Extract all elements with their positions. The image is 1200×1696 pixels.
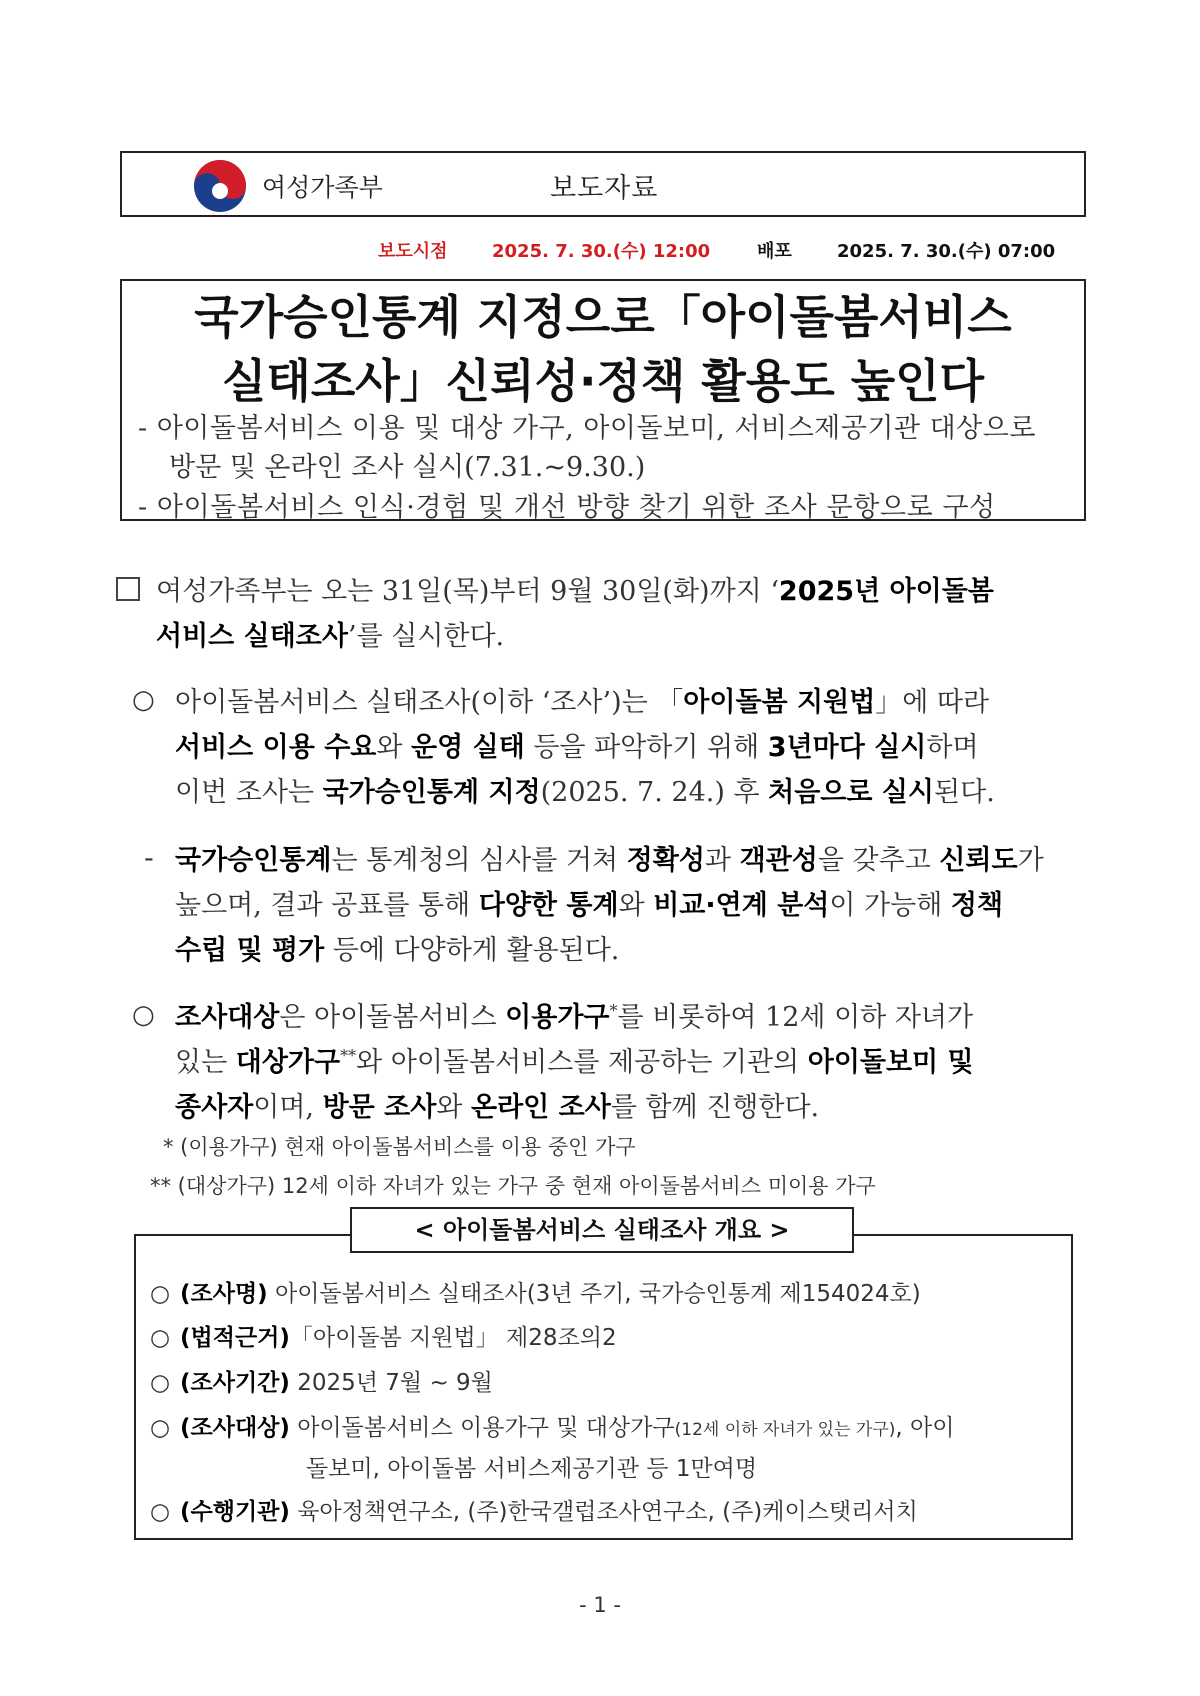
text-span: 과 xyxy=(704,845,740,876)
dash-bullet: - xyxy=(144,843,154,874)
bold-text: 대상가구 xyxy=(235,1047,341,1078)
overview-item-value: 2025년 7월 ~ 9월 xyxy=(289,1370,493,1396)
ministry-name: 여성가족부 xyxy=(262,173,383,202)
government-logo-icon xyxy=(192,158,248,214)
footnote-marker: * xyxy=(609,1001,618,1020)
paragraph-2-line2 xyxy=(175,725,979,764)
footnote-2: ** (대상가구) 12세 이하 자녀가 있는 가구 중 현재 아이돌봄서비스 미이용 가구 xyxy=(150,1174,876,1198)
bold-text: 비교·연계 분석 xyxy=(653,890,830,921)
text-span: 여성가족부는 오는 31일(목)부터 9월 30일(화)까지 ‘ xyxy=(156,576,779,607)
paragraph-4-line3 xyxy=(175,1085,819,1124)
text-span: 와 xyxy=(436,1092,471,1123)
paragraph-2-line1 xyxy=(175,680,989,719)
text-span: ’를 실시한다. xyxy=(347,621,505,652)
text-span: 아이돌봄서비스 실태조사(이하 ‘조사’)는 「 xyxy=(175,687,684,718)
text-span: 는 통계청의 심사를 거쳐 xyxy=(331,845,627,876)
text-span: 가 xyxy=(1017,845,1044,876)
bold-text: 정확성 xyxy=(626,845,705,876)
overview-item-value: 아이돌봄서비스 이용가구 및 대상가구 xyxy=(289,1415,675,1441)
text-span: 이 가능해 xyxy=(829,890,951,921)
text-span: 등에 다양하게 활용된다. xyxy=(324,935,620,966)
page-title-line1: 국가승인통계 지정으로「아이돌봄서비스 xyxy=(194,290,1012,344)
bold-text: 아이돌봄 지원법 xyxy=(683,687,876,718)
square-bullet-icon xyxy=(116,577,140,601)
overview-item-value: 육아정책연구소, (주)한국갤럽조사연구소, (주)케이스탯리서치 xyxy=(289,1499,918,1525)
circle-bullet-icon: ○ xyxy=(132,685,155,715)
subtitle-1-line2: 방문 및 온라인 조사 실시(7.31.~9.30.) xyxy=(169,452,646,483)
release-time: 2025. 7. 30.(수) 12:00 xyxy=(492,241,711,262)
paragraph-3-line3 xyxy=(175,928,619,967)
text-span: 와 xyxy=(618,890,654,921)
circle-bullet-icon: ○ xyxy=(132,1000,155,1030)
text-span: 」에 따라 xyxy=(875,687,990,718)
bold-text: 국가승인통계 지정 xyxy=(322,777,541,808)
circle-bullet-icon: ○ xyxy=(150,1325,171,1351)
overview-item-value: 「아이돌봄 지원법」 제28조의2 xyxy=(289,1325,617,1351)
overview-item-note: (12세 이하 자녀가 있는 가구) xyxy=(674,1420,896,1440)
paragraph-2-line3 xyxy=(175,770,995,809)
text-span: 높으며, 결과 공표를 통해 xyxy=(175,890,479,921)
footnote-1: * (이용가구) 현재 아이돌봄서비스를 이용 중인 가구 xyxy=(163,1135,636,1159)
page-number: - 1 - xyxy=(579,1593,621,1617)
bold-text: 수립 및 평가 xyxy=(175,935,325,966)
paragraph-3-line2 xyxy=(175,883,1003,922)
overview-item-label: (조사대상) xyxy=(180,1415,290,1441)
bold-text: 처음으로 실시 xyxy=(768,777,935,808)
bold-text: 다양한 통계 xyxy=(478,890,619,921)
text-span: 은 아이돌봄서비스 xyxy=(279,1002,506,1033)
overview-item-value: , 아이 xyxy=(895,1415,955,1441)
distribution-label: 배포 xyxy=(757,241,792,262)
overview-item-label: (조사기간) xyxy=(180,1370,290,1396)
overview-item-value: 아이돌봄서비스 실태조사(3년 주기, 국가승인통계 제154024호) xyxy=(267,1281,921,1307)
page-title-line2: 실태조사」신뢰성·정책 활용도 높인다 xyxy=(221,354,985,408)
footnote-marker: ** xyxy=(340,1046,357,1065)
overview-item xyxy=(150,1409,954,1442)
text-span: 를 비롯하여 12세 이하 자녀가 xyxy=(617,1002,974,1033)
text-span: 된다. xyxy=(934,777,995,808)
bold-text: 조사대상 xyxy=(175,1002,280,1033)
overview-item xyxy=(150,1319,617,1352)
text-span: 와 아이돌봄서비스를 제공하는 기관의 xyxy=(356,1047,808,1078)
bold-text: 정책 xyxy=(950,890,1004,921)
bold-text: 서비스 이용 수요 xyxy=(175,732,377,763)
bold-text: 객관성 xyxy=(739,845,818,876)
bold-text: 방문 조사 xyxy=(322,1092,437,1123)
circle-bullet-icon: ○ xyxy=(150,1499,171,1525)
bold-text: 서비스 실태조사 xyxy=(156,621,348,652)
distribution-time: 2025. 7. 30.(수) 07:00 xyxy=(837,241,1056,262)
overview-item xyxy=(150,1364,493,1397)
overview-item xyxy=(150,1493,918,1526)
bold-text: 신뢰도 xyxy=(939,845,1018,876)
circle-bullet-icon: ○ xyxy=(150,1370,171,1396)
paragraph-1-line2 xyxy=(156,614,504,653)
paragraph-3-line1 xyxy=(175,838,1044,877)
circle-bullet-icon: ○ xyxy=(150,1415,171,1441)
text-span: 이번 조사는 xyxy=(175,777,323,808)
subtitle-2: - 아이돌봄서비스 인식·경험 및 개선 방향 찾기 위한 조사 문항으로 구성 xyxy=(138,492,996,523)
bold-text: 이용가구 xyxy=(505,1002,610,1033)
circle-bullet-icon: ○ xyxy=(150,1281,171,1307)
text-span: 이며, xyxy=(253,1092,323,1123)
text-span: 등을 파악하기 위해 xyxy=(524,732,768,763)
paragraph-1-line1 xyxy=(156,569,994,608)
bold-text: 3년마다 실시 xyxy=(767,732,927,763)
subtitle-1-line1: - 아이돌봄서비스 이용 및 대상 가구, 아이돌보미, 서비스제공기관 대상으로 xyxy=(138,413,1036,444)
overview-item-label: (조사명) xyxy=(180,1281,268,1307)
text-span: 하며 xyxy=(926,732,979,763)
text-span: 를 함께 진행한다. xyxy=(610,1092,820,1123)
overview-item-continuation: 돌보미, 아이돌봄 서비스제공기관 등 1만여명 xyxy=(306,1456,758,1482)
bold-text: 2025년 아이돌봄 xyxy=(778,576,994,607)
release-label: 보도시점 xyxy=(378,241,448,262)
paragraph-4-line1 xyxy=(175,995,973,1034)
overview-item-label: (수행기관) xyxy=(180,1499,290,1525)
text-span: 있는 xyxy=(175,1047,236,1078)
bold-text: 아이돌보미 및 xyxy=(807,1047,974,1078)
text-span: (2025. 7. 24.) 후 xyxy=(540,777,769,808)
text-span: 와 xyxy=(376,732,412,763)
bold-text: 온라인 조사 xyxy=(471,1092,611,1123)
bold-text: 국가승인통계 xyxy=(175,845,332,876)
overview-item xyxy=(150,1275,921,1308)
overview-item-label: (법적근거) xyxy=(180,1325,290,1351)
paragraph-4-line2 xyxy=(175,1040,974,1079)
document-type: 보도자료 xyxy=(550,173,659,204)
text-span: 을 갖추고 xyxy=(817,845,940,876)
overview-title: < 아이돌봄서비스 실태조사 개요 > xyxy=(350,1207,854,1253)
bold-text: 종사자 xyxy=(175,1092,254,1123)
bold-text: 운영 실태 xyxy=(411,732,525,763)
